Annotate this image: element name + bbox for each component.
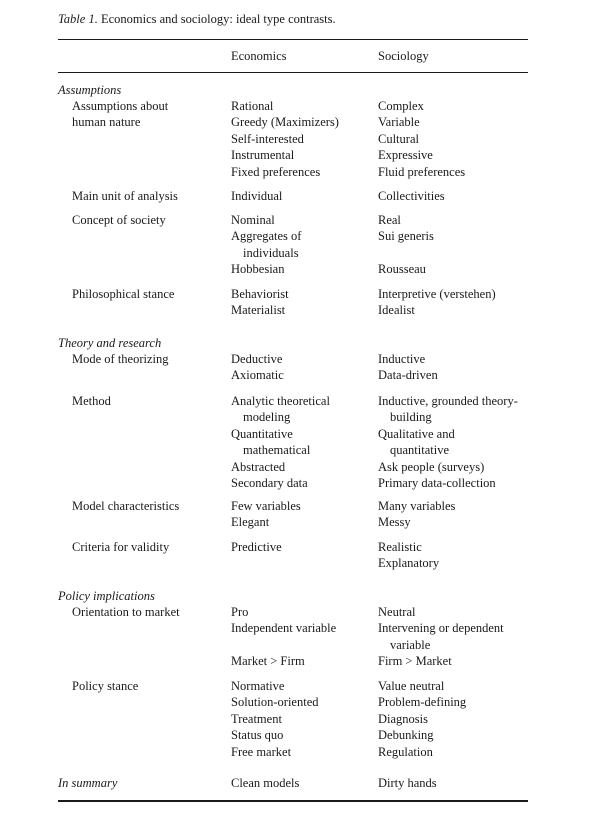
economics-cell: Treatment bbox=[231, 711, 282, 726]
economics-cell: Elegant bbox=[231, 515, 270, 530]
economics-cell: Individual bbox=[231, 189, 283, 203]
sociology-cell: Qualitative and bbox=[378, 426, 455, 441]
economics-cell: Greedy (Maximizers) bbox=[231, 115, 339, 130]
row-label: Main unit of analysis bbox=[72, 189, 178, 203]
caption-text: Economics and sociology: ideal type contrasts. bbox=[100, 12, 336, 26]
caption-label: Table 1. bbox=[58, 12, 98, 26]
economics-cell: Instrumental bbox=[231, 148, 295, 163]
sociology-cell: Primary data-collection bbox=[378, 476, 496, 490]
economics-cell: Materialist bbox=[231, 303, 286, 318]
row-label: Orientation to market bbox=[72, 605, 180, 619]
row-label: human nature bbox=[72, 115, 141, 130]
sociology-cell: Rousseau bbox=[378, 262, 426, 277]
economics-cell: Few variables bbox=[231, 499, 301, 513]
economics-cell: Self-interested bbox=[231, 131, 304, 146]
sociology-cell: Real bbox=[378, 213, 401, 227]
sociology-cell: Realistic bbox=[378, 540, 422, 554]
economics-cell: Aggregates of bbox=[231, 229, 302, 244]
row-label: Model characteristics bbox=[72, 499, 180, 513]
table-caption bbox=[58, 11, 336, 27]
sociology-cell: Regulation bbox=[378, 744, 433, 759]
sociology-cell: Diagnosis bbox=[378, 711, 428, 726]
bottom-rule bbox=[58, 800, 528, 802]
economics-cell: Axiomatic bbox=[231, 368, 284, 383]
sociology-cell: Variable bbox=[378, 115, 420, 130]
economics-cell: Quantitative bbox=[231, 426, 293, 441]
sociology-cell: Explanatory bbox=[378, 556, 440, 571]
section-heading: Policy implications bbox=[58, 589, 155, 603]
sociology-cell: Expressive bbox=[378, 148, 433, 163]
section-heading: Theory and research bbox=[58, 336, 162, 350]
economics-cell: Secondary data bbox=[231, 476, 308, 490]
sociology-cell: variable bbox=[390, 637, 431, 652]
top-rule bbox=[58, 39, 528, 40]
row-label: Philosophical stance bbox=[72, 287, 175, 301]
column-header-sociology: Sociology bbox=[378, 49, 429, 63]
sociology-cell: Intervening or dependent bbox=[378, 621, 504, 636]
economics-cell: Predictive bbox=[231, 540, 282, 554]
economics-cell: Analytic theoretical bbox=[231, 394, 330, 408]
sociology-cell: Collectivities bbox=[378, 189, 445, 203]
sociology-cell: building bbox=[390, 410, 432, 425]
economics-cell: Free market bbox=[231, 744, 292, 759]
sociology-cell: Ask people (surveys) bbox=[378, 459, 485, 474]
sociology-cell: Debunking bbox=[378, 728, 434, 743]
sociology-cell: Value neutral bbox=[378, 679, 445, 693]
sociology-cell: Cultural bbox=[378, 131, 419, 146]
sociology-cell: Data-driven bbox=[378, 368, 438, 383]
sociology-cell: quantitative bbox=[390, 443, 450, 458]
economics-cell: Pro bbox=[231, 605, 249, 619]
sociology-cell: Messy bbox=[378, 515, 411, 530]
sociology-cell: Firm > Market bbox=[378, 654, 452, 669]
economics-cell: Solution-oriented bbox=[231, 695, 319, 710]
economics-cell: Independent variable bbox=[231, 621, 337, 636]
economics-cell: Market > Firm bbox=[231, 654, 305, 669]
sociology-cell: Fluid preferences bbox=[378, 164, 466, 179]
sociology-cell: Idealist bbox=[378, 303, 415, 318]
sociology-cell: Many variables bbox=[378, 499, 456, 513]
economics-cell: Normative bbox=[231, 679, 285, 693]
row-label: Concept of society bbox=[72, 213, 166, 227]
sociology-cell: Problem-defining bbox=[378, 695, 467, 710]
summary-label: In summary bbox=[58, 776, 118, 790]
sociology-cell: Sui generis bbox=[378, 229, 434, 244]
economics-cell: Hobbesian bbox=[231, 262, 285, 277]
economics-cell: Abstracted bbox=[231, 459, 286, 474]
sociology-cell: Inductive, grounded theory- bbox=[378, 394, 518, 408]
row-label: Method bbox=[72, 394, 111, 408]
summary-economics-cell: Clean models bbox=[231, 776, 300, 790]
sociology-cell: Complex bbox=[378, 99, 424, 113]
sociology-cell: Neutral bbox=[378, 605, 416, 619]
summary-sociology-cell: Dirty hands bbox=[378, 776, 437, 790]
section-heading: Assumptions bbox=[58, 83, 122, 97]
economics-cell: Nominal bbox=[231, 213, 275, 227]
header-rule bbox=[58, 72, 528, 73]
economics-cell: mathematical bbox=[243, 443, 311, 458]
economics-cell: Deductive bbox=[231, 352, 283, 366]
row-label: Criteria for validity bbox=[72, 540, 170, 554]
economics-cell: Status quo bbox=[231, 728, 284, 743]
row-label: Mode of theorizing bbox=[72, 352, 169, 366]
economics-cell: Rational bbox=[231, 99, 274, 113]
sociology-cell: Inductive bbox=[378, 352, 426, 366]
economics-cell: Fixed preferences bbox=[231, 164, 321, 179]
economics-cell: modeling bbox=[243, 410, 291, 425]
economics-cell: Behaviorist bbox=[231, 287, 289, 301]
sociology-cell: Interpretive (verstehen) bbox=[378, 287, 496, 301]
row-label: Policy stance bbox=[72, 679, 139, 693]
row-label: Assumptions about bbox=[72, 99, 169, 113]
economics-cell: individuals bbox=[243, 245, 299, 260]
column-header-economics: Economics bbox=[231, 49, 287, 63]
